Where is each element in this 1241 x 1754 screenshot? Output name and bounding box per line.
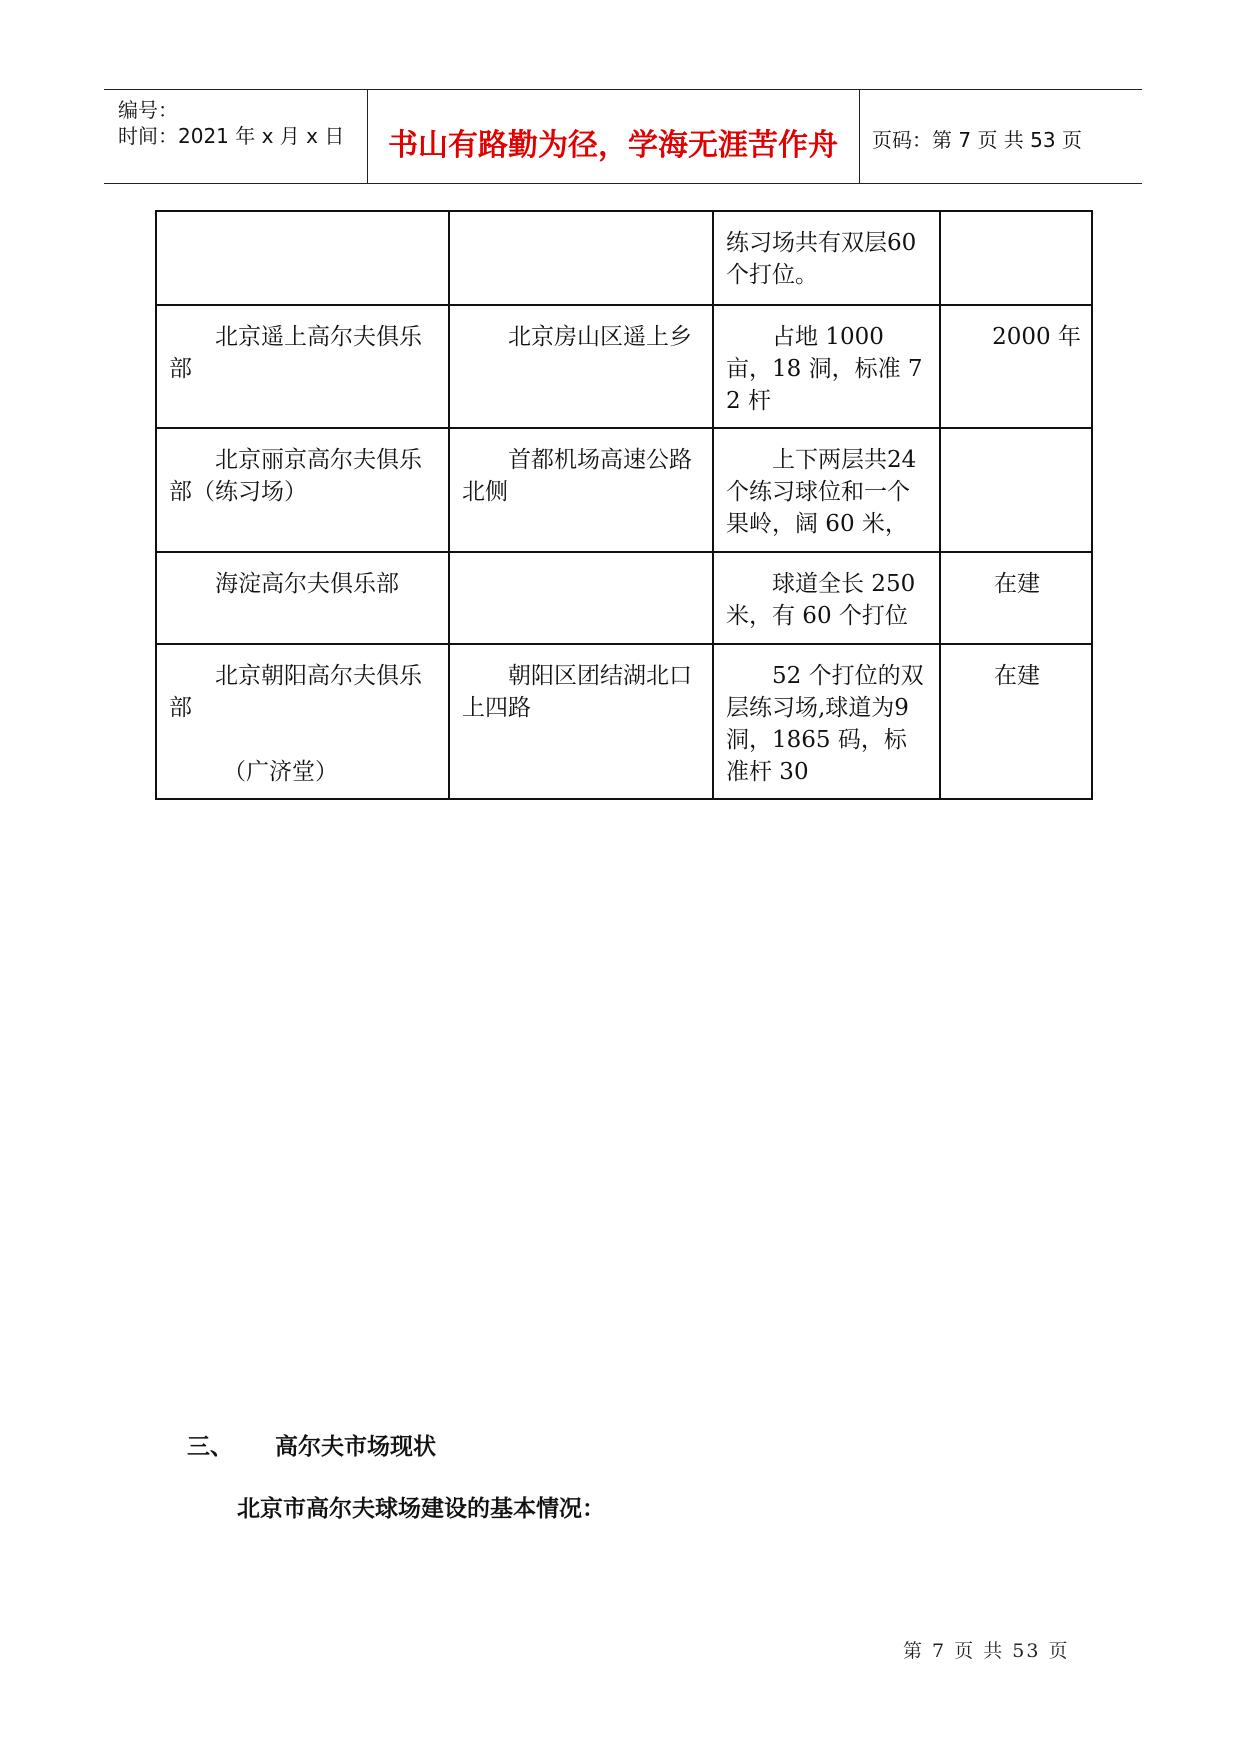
table-cell [156,211,449,305]
header-motto: 书山有路勤为径，学海无涯苦作舟 [388,128,838,163]
table-cell: 北京房山区遥上乡 [449,305,713,428]
table-row [156,305,1092,428]
line-gap [169,724,438,756]
table-row [156,428,1092,552]
table-cell: 52 个打位的双层练习场,球道为9洞，1865 码，标准杆 30 [713,644,940,799]
table-cell: 北京遥上高尔夫俱乐部 [156,305,449,428]
table-row [156,644,1092,799]
table-cell: 上下两层共24个练习球位和一个果岭，阔 60 米， [713,428,940,552]
table-cell: 北京丽京高尔夫俱乐部（练习场） [156,428,449,552]
table-cell: 朝阳区团结湖北口上四路 [449,644,713,799]
table-cell: 练习场共有双层60个打位。 [713,211,940,305]
table-cell: 首都机场高速公路北侧 [449,428,713,552]
table-cell [940,211,1092,305]
table-cell [449,211,713,305]
table-cell: 在建 [940,552,1092,644]
table-cell: 海淀高尔夫俱乐部 [156,552,449,644]
serial-label: 编号： [118,98,178,122]
table-row [156,211,1092,305]
table-row [156,552,1092,644]
subheading: 北京市高尔夫球场建设的基本情况： [237,1496,605,1522]
date-label: 时间：2021 年 x 月 x 日 [118,124,345,148]
table-cell [156,644,449,799]
table-cell: 2000 年 [940,305,1092,428]
section-number: 三、 [187,1434,233,1460]
header-divider [859,90,860,183]
table-cell [449,552,713,644]
table-cell [940,428,1092,552]
club-name: 北京朝阳高尔夫俱乐部 [169,663,422,721]
header-page-number: 页码：第 7 页 共 53 页 [872,128,1082,152]
page-footer: 第 7 页 共 53 页 [903,1640,1070,1662]
club-alias: （广济堂） [223,759,338,785]
table-cell: 在建 [940,644,1092,799]
page-header [104,89,1142,184]
section-title: 高尔夫市场现状 [275,1434,436,1460]
golf-club-table [155,210,1093,800]
table-cell: 占地 1000 亩，18 洞，标准 72 杆 [713,305,940,428]
table-cell: 球道全长 250 米，有 60 个打位 [713,552,940,644]
